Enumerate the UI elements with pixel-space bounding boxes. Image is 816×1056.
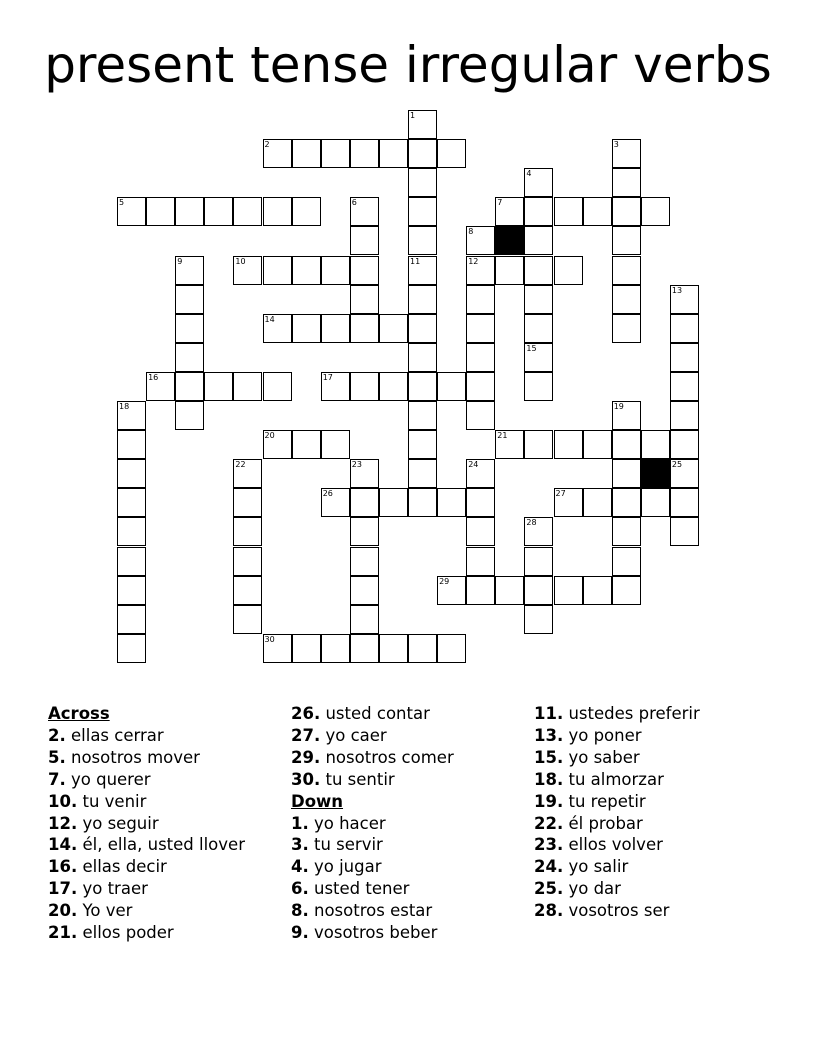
grid-cell[interactable] (641, 488, 670, 517)
grid-cell[interactable] (670, 517, 699, 546)
grid-cell[interactable] (495, 576, 524, 605)
grid-cell[interactable] (437, 576, 466, 605)
clue-item-number: 10. (48, 791, 78, 811)
clue-number: 28 (526, 518, 537, 528)
grid-cell[interactable] (233, 372, 262, 401)
grid-cell[interactable] (263, 634, 292, 663)
clue-item-number: 5. (48, 747, 66, 767)
clue-item (291, 856, 454, 878)
clue-number: 9 (177, 256, 183, 266)
clue-item (534, 856, 700, 878)
grid-cell[interactable] (408, 226, 437, 255)
grid-cell[interactable] (612, 430, 641, 459)
clue-item (291, 769, 454, 791)
clue-item-text: yo traer (77, 879, 148, 899)
clue-item-number: 4. (291, 857, 309, 877)
grid-cell[interactable] (321, 314, 350, 343)
clue-item-number: 7. (48, 769, 66, 789)
clue-item-number: 1. (291, 813, 309, 833)
clue-item-text: yo jugar (308, 857, 382, 877)
grid-cell[interactable] (350, 459, 379, 488)
grid-cell[interactable] (670, 488, 699, 517)
grid-cell[interactable] (495, 430, 524, 459)
clue-item-text: yo seguir (77, 813, 159, 833)
grid-cell[interactable] (408, 488, 437, 517)
grid-cell[interactable] (524, 226, 553, 255)
clue-item (48, 834, 245, 856)
clue-item-number: 24. (534, 857, 564, 877)
grid-cell[interactable] (612, 459, 641, 488)
grid-cell[interactable] (233, 488, 262, 517)
clue-number: 5 (119, 198, 125, 208)
clue-item (48, 769, 245, 791)
grid-cell[interactable] (670, 343, 699, 372)
grid-cell[interactable] (204, 197, 233, 226)
clue-item (291, 747, 454, 769)
grid-cell[interactable] (350, 285, 379, 314)
clue-item-number: 2. (48, 725, 66, 745)
clue-number: 25 (671, 460, 683, 470)
clue-item-text: yo saber (563, 747, 640, 767)
grid-cell[interactable] (524, 576, 553, 605)
grid-cell[interactable] (524, 517, 553, 546)
clue-number: 14 (264, 314, 275, 324)
clue-number: 17 (322, 372, 333, 382)
grid-cell[interactable] (437, 634, 466, 663)
clue-item-text: usted tener (308, 879, 410, 899)
grid-cell[interactable] (292, 634, 321, 663)
clue-item-text: ellos poder (77, 923, 174, 943)
clue-item-number: 30. (291, 769, 321, 789)
grid-cell[interactable] (554, 256, 583, 285)
clue-number: 18 (119, 402, 130, 411)
grid-cell[interactable] (612, 401, 641, 430)
grid-cell[interactable] (670, 372, 699, 401)
grid-cell[interactable] (233, 256, 262, 285)
clue-number: 30 (264, 634, 275, 644)
grid-cell[interactable] (263, 430, 292, 459)
grid-cell[interactable] (263, 256, 292, 285)
down-heading: Down (291, 791, 344, 811)
clue-item-text: ellas cerrar (65, 725, 164, 745)
clue-item (534, 791, 700, 813)
grid-cell[interactable] (466, 459, 495, 488)
clue-item-text: tu repetir (563, 791, 646, 811)
clue-item (291, 922, 454, 944)
grid-cell[interactable] (350, 547, 379, 576)
grid-cell[interactable] (554, 576, 583, 605)
grid-cell[interactable] (495, 256, 524, 285)
clue-column-1 (48, 703, 245, 944)
clue-number: 21 (497, 431, 508, 441)
grid-cell[interactable] (263, 314, 292, 343)
clue-item-text: tu servir (308, 835, 383, 855)
clue-item (48, 725, 245, 747)
grid-cell[interactable] (233, 197, 262, 226)
clue-item-text: yo dar (563, 879, 621, 899)
clue-item-text: tu almorzar (563, 769, 664, 789)
grid-cell[interactable] (495, 197, 524, 226)
grid-cell[interactable] (350, 634, 379, 663)
grid-cell[interactable] (292, 430, 321, 459)
grid-cell[interactable] (554, 430, 583, 459)
clue-item-text: yo hacer (308, 813, 386, 833)
clue-number: 1 (410, 111, 416, 120)
grid-cell[interactable] (117, 430, 146, 459)
grid-cell[interactable] (117, 547, 146, 576)
grid-cell[interactable] (466, 314, 495, 343)
grid-cell[interactable] (612, 139, 641, 168)
clue-item-text: vosotros ser (563, 901, 670, 921)
grid-cell[interactable] (641, 430, 670, 459)
grid-cell[interactable] (583, 488, 612, 517)
grid-cell[interactable] (612, 488, 641, 517)
grid-cell[interactable] (466, 517, 495, 546)
clue-item-number: 14. (48, 835, 78, 855)
grid-cell[interactable] (612, 285, 641, 314)
grid-cell[interactable] (408, 634, 437, 663)
clue-item-number: 27. (291, 725, 321, 745)
grid-cell[interactable] (524, 256, 553, 285)
clue-item-number: 15. (534, 747, 564, 767)
grid-cell[interactable] (233, 517, 262, 546)
grid-cell[interactable] (641, 197, 670, 226)
grid-cell[interactable] (321, 488, 350, 517)
clue-item-number: 12. (48, 813, 78, 833)
clue-number: 10 (235, 256, 246, 266)
grid-cell[interactable] (524, 285, 553, 314)
grid-cell[interactable] (524, 372, 553, 401)
clue-item-number: 23. (534, 835, 564, 855)
clue-item (534, 878, 700, 900)
grid-cell[interactable] (175, 372, 204, 401)
grid-cell[interactable] (466, 343, 495, 372)
clue-item (291, 703, 454, 725)
clue-item (534, 725, 700, 747)
black-square (641, 459, 670, 488)
grid-cell[interactable] (379, 372, 408, 401)
clue-item (48, 922, 245, 944)
grid-cell[interactable] (408, 343, 437, 372)
clue-item-text: él probar (563, 813, 643, 833)
clue-item-number: 16. (48, 857, 78, 877)
clue-item-text: ustedes preferir (563, 704, 700, 723)
grid-cell[interactable] (204, 372, 233, 401)
grid-cell[interactable] (670, 401, 699, 430)
grid-cell[interactable] (350, 139, 379, 168)
clue-number: 2 (264, 140, 270, 150)
clue-item-text: usted contar (320, 704, 430, 723)
grid-cell[interactable] (117, 459, 146, 488)
grid-cell[interactable] (321, 372, 350, 401)
clue-item (534, 747, 700, 769)
grid-cell[interactable] (466, 488, 495, 517)
clue-number: 20 (264, 431, 275, 441)
grid-cell[interactable] (583, 430, 612, 459)
clue-item (291, 878, 454, 900)
grid-cell[interactable] (350, 226, 379, 255)
clue-number: 15 (526, 343, 537, 353)
grid-cell[interactable] (583, 197, 612, 226)
grid-cell[interactable] (350, 372, 379, 401)
grid-cell[interactable] (146, 372, 175, 401)
grid-cell[interactable] (466, 256, 495, 285)
grid-cell[interactable] (408, 459, 437, 488)
grid-cell[interactable] (670, 314, 699, 343)
clue-number: 27 (555, 489, 566, 499)
grid-cell[interactable] (350, 314, 379, 343)
grid-cell[interactable] (524, 605, 553, 634)
clue-item-number: 22. (534, 813, 564, 833)
grid-cell[interactable] (612, 576, 641, 605)
grid-cell[interactable] (117, 488, 146, 517)
grid-cell[interactable] (263, 372, 292, 401)
grid-cell[interactable] (350, 197, 379, 226)
grid-cell[interactable] (379, 139, 408, 168)
clue-number: 4 (526, 169, 532, 179)
grid-cell[interactable] (146, 197, 175, 226)
grid-cell[interactable] (408, 197, 437, 226)
grid-cell[interactable] (117, 401, 146, 430)
clue-item-number: 17. (48, 879, 78, 899)
grid-cell[interactable] (670, 285, 699, 314)
grid-cell[interactable] (670, 430, 699, 459)
grid-cell[interactable] (670, 459, 699, 488)
grid-cell[interactable] (175, 314, 204, 343)
grid-cell[interactable] (466, 547, 495, 576)
grid-cell[interactable] (408, 430, 437, 459)
clue-number: 6 (351, 198, 357, 208)
grid-cell[interactable] (554, 197, 583, 226)
grid-cell[interactable] (175, 285, 204, 314)
clue-item-number: 28. (534, 901, 564, 921)
clue-column-2 (291, 703, 454, 944)
clue-number: 16 (148, 372, 159, 382)
clue-number: 8 (468, 227, 474, 237)
black-square (495, 226, 524, 255)
clue-item-text: él, ella, usted llover (77, 835, 245, 855)
clue-number: 7 (497, 198, 503, 208)
clue-number: 11 (410, 256, 421, 266)
clue-item-number: 3. (291, 835, 309, 855)
grid-cell[interactable] (524, 343, 553, 372)
clue-item-text: yo caer (320, 725, 387, 745)
clue-number: 19 (613, 402, 624, 411)
clue-item (48, 856, 245, 878)
clue-item-number: 19. (534, 791, 564, 811)
grid-cell[interactable] (612, 517, 641, 546)
grid-cell[interactable] (292, 197, 321, 226)
clue-number: 23 (351, 460, 362, 470)
clue-item-number: 6. (291, 879, 309, 899)
grid-cell[interactable] (263, 139, 292, 168)
grid-cell[interactable] (466, 285, 495, 314)
grid-cell[interactable] (379, 488, 408, 517)
clue-item-text: Yo ver (77, 901, 133, 921)
grid-cell[interactable] (350, 488, 379, 517)
grid-cell[interactable] (233, 459, 262, 488)
grid-cell[interactable] (408, 139, 437, 168)
clue-item (291, 900, 454, 922)
clue-item-text: nosotros comer (320, 747, 454, 767)
grid-cell[interactable] (350, 576, 379, 605)
grid-cell[interactable] (466, 576, 495, 605)
clue-number: 26 (322, 489, 333, 499)
grid-cell[interactable] (466, 226, 495, 255)
grid-cell[interactable] (117, 517, 146, 546)
clue-item-text: tu sentir (320, 769, 395, 789)
clue-item (48, 747, 245, 769)
grid-cell[interactable] (583, 576, 612, 605)
grid-cell[interactable] (233, 605, 262, 634)
grid-cell[interactable] (524, 547, 553, 576)
clue-item (534, 703, 700, 725)
clue-item-number: 9. (291, 923, 309, 943)
grid-cell[interactable] (408, 285, 437, 314)
clue-item-number: 26. (291, 704, 321, 723)
grid-cell[interactable] (524, 168, 553, 197)
clue-item-number: 21. (48, 923, 78, 943)
clue-item (48, 878, 245, 900)
grid-cell[interactable] (321, 430, 350, 459)
clue-item-number: 25. (534, 879, 564, 899)
grid-cell[interactable] (175, 197, 204, 226)
clue-item-number: 11. (534, 704, 564, 723)
clue-item-text: yo poner (563, 725, 642, 745)
clue-item (291, 725, 454, 747)
grid-cell[interactable] (117, 576, 146, 605)
grid-cell[interactable] (233, 547, 262, 576)
grid-cell[interactable] (466, 401, 495, 430)
clue-item-number: 29. (291, 747, 321, 767)
grid-cell[interactable] (554, 488, 583, 517)
grid-cell[interactable] (612, 547, 641, 576)
clue-item-number: 18. (534, 769, 564, 789)
clue-item (534, 900, 700, 922)
clue-item (291, 813, 454, 835)
clue-item (48, 791, 245, 813)
clue-item-text: ellas decir (77, 857, 167, 877)
grid-cell[interactable] (408, 168, 437, 197)
grid-cell[interactable] (408, 401, 437, 430)
grid-cell[interactable] (524, 197, 553, 226)
grid-cell[interactable] (524, 430, 553, 459)
clue-item-text: yo querer (65, 769, 151, 789)
clue-item (534, 834, 700, 856)
grid-cell[interactable] (350, 256, 379, 285)
clue-item (48, 813, 245, 835)
grid-cell[interactable] (612, 168, 641, 197)
grid-cell[interactable] (175, 256, 204, 285)
grid-cell[interactable] (350, 605, 379, 634)
grid-cell[interactable] (437, 139, 466, 168)
grid-cell[interactable] (408, 110, 437, 139)
grid-cell[interactable] (321, 256, 350, 285)
clue-number: 13 (671, 285, 683, 295)
clue-column-3 (534, 703, 700, 922)
grid-cell[interactable] (117, 605, 146, 634)
grid-cell[interactable] (612, 226, 641, 255)
grid-cell[interactable] (292, 139, 321, 168)
clue-item-text: tu venir (77, 791, 147, 811)
grid-cell[interactable] (612, 314, 641, 343)
grid-cell[interactable] (350, 517, 379, 546)
grid-cell[interactable] (408, 372, 437, 401)
grid-cell[interactable] (524, 314, 553, 343)
grid-cell[interactable] (612, 256, 641, 285)
grid-cell[interactable] (292, 314, 321, 343)
across-heading: Across (48, 704, 110, 723)
page-title: present tense irregular verbs (44, 36, 772, 94)
clue-item-text: nosotros mover (65, 747, 200, 767)
grid-cell[interactable] (437, 372, 466, 401)
grid-cell[interactable] (175, 343, 204, 372)
clue-item-text: yo salir (563, 857, 629, 877)
clue-number: 3 (613, 140, 619, 150)
grid-cell[interactable] (321, 634, 350, 663)
grid-cell[interactable] (437, 488, 466, 517)
grid-cell[interactable] (263, 197, 292, 226)
clue-item (48, 900, 245, 922)
grid-cell[interactable] (292, 256, 321, 285)
clue-number: 22 (235, 460, 246, 470)
grid-cell[interactable] (612, 197, 641, 226)
clue-item-number: 13. (534, 725, 564, 745)
clue-item (534, 769, 700, 791)
clue-item-text: nosotros estar (308, 901, 433, 921)
grid-cell[interactable] (379, 314, 408, 343)
clue-item-text: ellos volver (563, 835, 663, 855)
clue-item-number: 20. (48, 901, 78, 921)
clue-item-number: 8. (291, 901, 309, 921)
clue-number: 12 (468, 256, 479, 266)
clue-item-text: vosotros beber (308, 923, 438, 943)
grid-cell[interactable] (379, 634, 408, 663)
grid-cell[interactable] (117, 197, 146, 226)
clue-number: 29 (439, 576, 450, 586)
clue-item (291, 834, 454, 856)
grid-cell[interactable] (408, 256, 437, 285)
grid-cell[interactable] (233, 576, 262, 605)
clue-item (534, 813, 700, 835)
grid-cell[interactable] (408, 314, 437, 343)
grid-cell[interactable] (466, 372, 495, 401)
grid-cell[interactable] (117, 634, 146, 663)
grid-cell[interactable] (175, 401, 204, 430)
grid-cell[interactable] (321, 139, 350, 168)
clue-number: 24 (468, 460, 479, 470)
